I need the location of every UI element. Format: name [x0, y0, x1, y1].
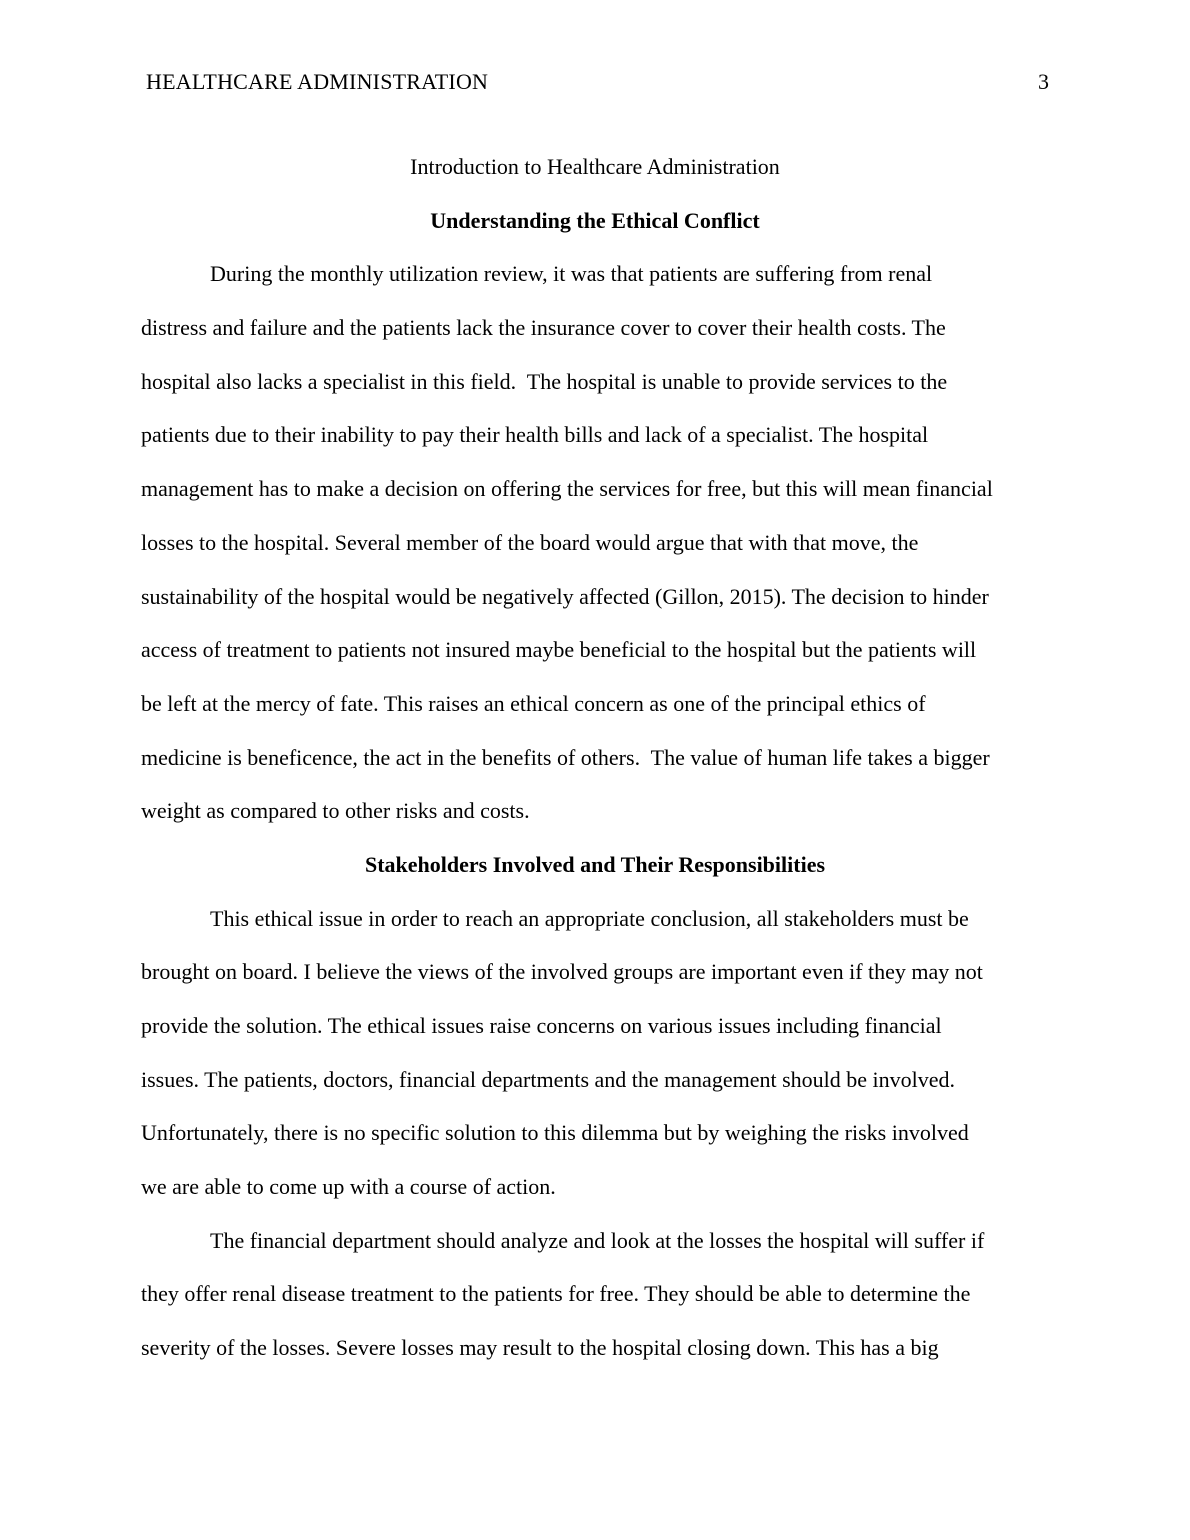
page-number: 3 [1038, 69, 1049, 94]
running-head: HEALTHCARE ADMINISTRATION [146, 69, 489, 94]
paragraph-line: be left at the mercy of fate. This raises an ethical concern as one of the principal ethics of [141, 690, 926, 716]
paragraph-line: brought on board. I believe the views of the involved groups are important even if they may not [141, 959, 983, 985]
paragraph-line: hospital also lacks a specialist in this field. The hospital is unable to provide services to the [141, 368, 948, 394]
paragraph-line: provide the solution. The ethical issues raise concerns on various issues including financial [141, 1013, 942, 1038]
paragraph-line: During the monthly utilization review, it was that patients are suffering from renal [210, 261, 933, 287]
document-title: Introduction to Healthcare Administration [410, 154, 780, 179]
section-heading-ethical-conflict: Understanding the Ethical Conflict [430, 207, 760, 233]
paragraph-line: they offer renal disease treatment to the patients for free. They should be able to determine the [141, 1281, 971, 1307]
paragraph-line: This ethical issue in order to reach an appropriate conclusion, all stakeholders must be [210, 905, 969, 931]
paragraph-stakeholders [141, 892, 1049, 1214]
document-body [141, 140, 1049, 1375]
paragraph-line: medicine is beneficence, the act in the benefits of others. The value of human life takes a bigger [141, 744, 990, 770]
paragraph-line: weight as compared to other risks and costs. [141, 798, 530, 824]
paragraph-line: issues. The patients, doctors, financial departments and the management should be involved. [141, 1066, 955, 1092]
paragraph-line: we are able to come up with a course of action. [141, 1174, 556, 1200]
paragraph-line: losses to the hospital. Several member of the board would argue that with that move, the [141, 529, 919, 555]
paragraph-line: distress and failure and the patients lack the insurance cover to cover their health costs. The [141, 315, 946, 341]
paragraph-financial-department [141, 1214, 1049, 1375]
paragraph-line: The financial department should analyze and look at the losses the hospital will suffer if [210, 1227, 985, 1253]
paragraph-ethical-conflict [141, 247, 1049, 838]
paragraph-line: severity of the losses. Severe losses may result to the hospital closing down. This has a big [141, 1335, 939, 1361]
paragraph-line: Unfortunately, there is no specific solution to this dilemma but by weighing the risks involved [141, 1120, 969, 1146]
paragraph-line: access of treatment to patients not insured maybe beneficial to the hospital but the patients will [141, 637, 977, 663]
paragraph-line: management has to make a decision on offering the services for free, but this will mean financial [141, 476, 993, 502]
paragraph-line: sustainability of the hospital would be negatively affected (Gillon, 2015). The decision to hinder [141, 583, 989, 609]
paragraph-line: patients due to their inability to pay their health bills and lack of a specialist. The hospital [141, 422, 929, 448]
section-heading-stakeholders: Stakeholders Involved and Their Responsibilities [364, 851, 826, 877]
